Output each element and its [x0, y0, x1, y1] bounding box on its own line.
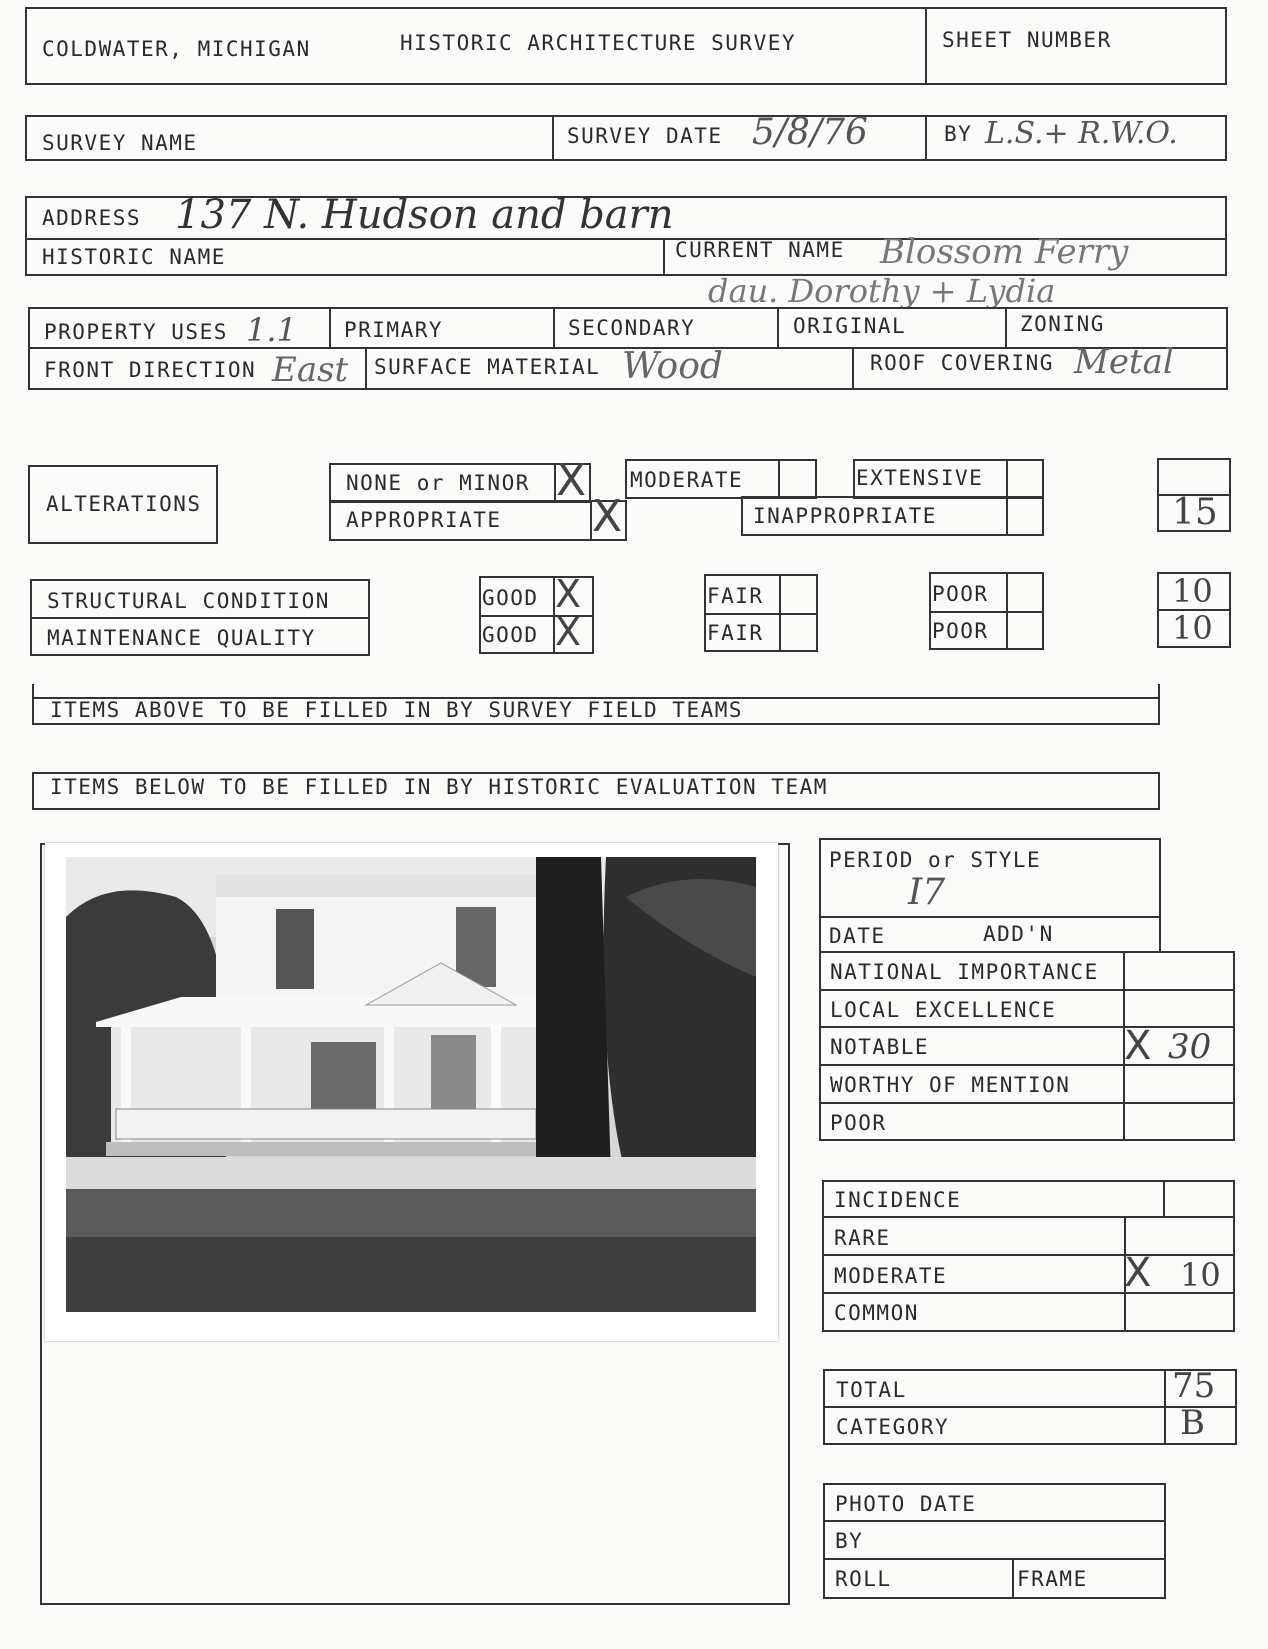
current-name-label: CURRENT NAME: [675, 238, 845, 262]
inappropriate-label: INAPPROPRIATE: [753, 504, 937, 528]
city-label: COLDWATER, MICHIGAN: [42, 37, 311, 61]
house-photo-mount: [45, 843, 778, 1341]
date-label: DATE: [829, 924, 886, 948]
incidence-moderate-score: 10: [1180, 1256, 1221, 1294]
current-name-value: Blossom Ferry: [880, 232, 1129, 272]
good-maintenance-check-mark: X: [555, 610, 582, 654]
fair-maintenance-label: FAIR: [707, 621, 764, 645]
structural-score: 10: [1172, 572, 1213, 610]
appropriate-check-mark: X: [592, 491, 623, 542]
importance-poor-label: POOR: [830, 1111, 887, 1135]
original-divider: [777, 307, 779, 347]
notable-score: 30: [1168, 1027, 1212, 1067]
photo-by-label: BY: [835, 1529, 864, 1553]
current-name-note: dau. Dorothy + Lydia: [708, 272, 1056, 310]
zoning-divider: [1005, 307, 1007, 347]
incidence-score-divider: [1163, 1180, 1165, 1216]
incidence-label: INCIDENCE: [834, 1188, 962, 1212]
survey-by-value: L.S.+ R.W.O.: [985, 116, 1178, 151]
sheet-number-label: SHEET NUMBER: [942, 28, 1112, 52]
total-label: TOTAL: [836, 1378, 907, 1402]
house-photo: [66, 857, 756, 1312]
photo-date-row-2: [823, 1558, 1166, 1560]
poor-maintenance-label: POOR: [932, 619, 989, 643]
address-value: 137 N. Hudson and barn: [175, 192, 674, 238]
alterations-score: 15: [1172, 492, 1218, 533]
property-uses-value: 1.1: [246, 311, 297, 349]
header-divider: [925, 7, 927, 85]
notable-label: NOTABLE: [830, 1035, 930, 1059]
surface-material-label: SURFACE MATERIAL: [374, 355, 601, 379]
primary-divider: [329, 307, 331, 347]
property-uses-label: PROPERTY USES: [44, 320, 228, 344]
category-label: CATEGORY: [836, 1415, 950, 1439]
total-divider: [823, 1406, 1237, 1408]
surface-material-value: Wood: [622, 346, 723, 387]
frame-label: FRAME: [1017, 1567, 1088, 1591]
incidence-row-3: [822, 1292, 1235, 1294]
zoning-label: ZONING: [1020, 312, 1105, 336]
notable-check-mark: X: [1124, 1023, 1152, 1069]
alterations-label: ALTERATIONS: [46, 492, 202, 516]
structural-condition-label: STRUCTURAL CONDITION: [47, 589, 330, 613]
maintenance-score: 10: [1172, 609, 1213, 647]
primary-label: PRIMARY: [344, 318, 444, 342]
roll-label: ROLL: [835, 1567, 892, 1591]
fair-check-divider: [779, 574, 781, 652]
frame-divider: [1012, 1558, 1014, 1599]
incidence-row-1: [822, 1216, 1235, 1218]
none-minor-label: NONE or MINOR: [346, 471, 530, 495]
total-value: 75: [1172, 1366, 1216, 1406]
poor-structural-label: POOR: [932, 582, 989, 606]
items-above-note: ITEMS ABOVE TO BE FILLED IN BY SURVEY FIELD TEAMS: [50, 698, 744, 722]
rare-label: RARE: [834, 1226, 891, 1250]
period-label: PERIOD or STYLE: [829, 848, 1042, 872]
secondary-label: SECONDARY: [568, 316, 696, 340]
fair-structural-label: FAIR: [707, 584, 764, 608]
good-structural-label: GOOD: [482, 586, 539, 610]
incidence-moderate-label: MODERATE: [834, 1264, 948, 1288]
incidence-row-2: [822, 1254, 1235, 1256]
survey-date-label: SURVEY DATE: [567, 124, 723, 148]
roof-covering-value: Metal: [1074, 342, 1174, 382]
moderate-alt-check-divider: [778, 459, 780, 499]
maintenance-quality-label: MAINTENANCE QUALITY: [47, 626, 316, 650]
importance-row-4: [819, 1102, 1235, 1104]
national-importance-label: NATIONAL IMPORTANCE: [830, 960, 1099, 984]
period-divider: [819, 916, 1161, 918]
fair-divider: [704, 613, 818, 615]
period-value: I7: [908, 872, 946, 913]
good-maintenance-label: GOOD: [482, 623, 539, 647]
historic-name-label: HISTORIC NAME: [42, 245, 226, 269]
condition-label-divider: [30, 617, 370, 619]
appropriate-label: APPROPRIATE: [346, 508, 502, 532]
worthy-of-mention-label: WORTHY OF MENTION: [830, 1073, 1071, 1097]
survey-divider-1: [552, 115, 554, 161]
category-value: B: [1180, 1403, 1205, 1443]
original-label: ORIGINAL: [793, 314, 907, 338]
address-label: ADDRESS: [42, 206, 142, 230]
poor-check-divider: [1006, 572, 1008, 650]
good-structural-check-mark: X: [555, 572, 582, 616]
front-direction-label: FRONT DIRECTION: [44, 358, 257, 382]
survey-date-value: 5/8/76: [752, 112, 868, 153]
importance-row-1: [819, 989, 1235, 991]
front-direction-value: East: [272, 350, 349, 390]
photo-date-row-1: [823, 1520, 1166, 1522]
survey-by-label: BY: [944, 122, 973, 146]
none-minor-check-mark: X: [556, 455, 587, 506]
incidence-moderate-check-mark: X: [1124, 1250, 1152, 1296]
moderate-alt-label: MODERATE: [630, 468, 744, 492]
survey-divider-2: [925, 115, 927, 161]
local-excellence-label: LOCAL EXCELLENCE: [830, 998, 1057, 1022]
total-score-divider: [1164, 1369, 1166, 1445]
roof-divider: [852, 347, 854, 390]
secondary-divider: [553, 307, 555, 347]
items-below-note: ITEMS BELOW TO BE FILLED IN BY HISTORIC EVALUATION TEAM: [50, 775, 828, 799]
survey-name-label: SURVEY NAME: [42, 131, 198, 155]
common-label: COMMON: [834, 1301, 919, 1325]
addn-label: ADD'N: [983, 922, 1054, 946]
photo-date-label: PHOTO DATE: [835, 1492, 977, 1516]
poor-divider: [929, 611, 1044, 613]
current-name-divider: [663, 238, 665, 276]
inappropriate-check-divider: [1006, 496, 1008, 536]
roof-covering-label: ROOF COVERING: [870, 351, 1054, 375]
survey-title: HISTORIC ARCHITECTURE SURVEY: [400, 31, 797, 55]
extensive-label: EXTENSIVE: [856, 466, 984, 490]
extensive-check-divider: [1006, 459, 1008, 499]
surface-divider: [365, 347, 367, 390]
